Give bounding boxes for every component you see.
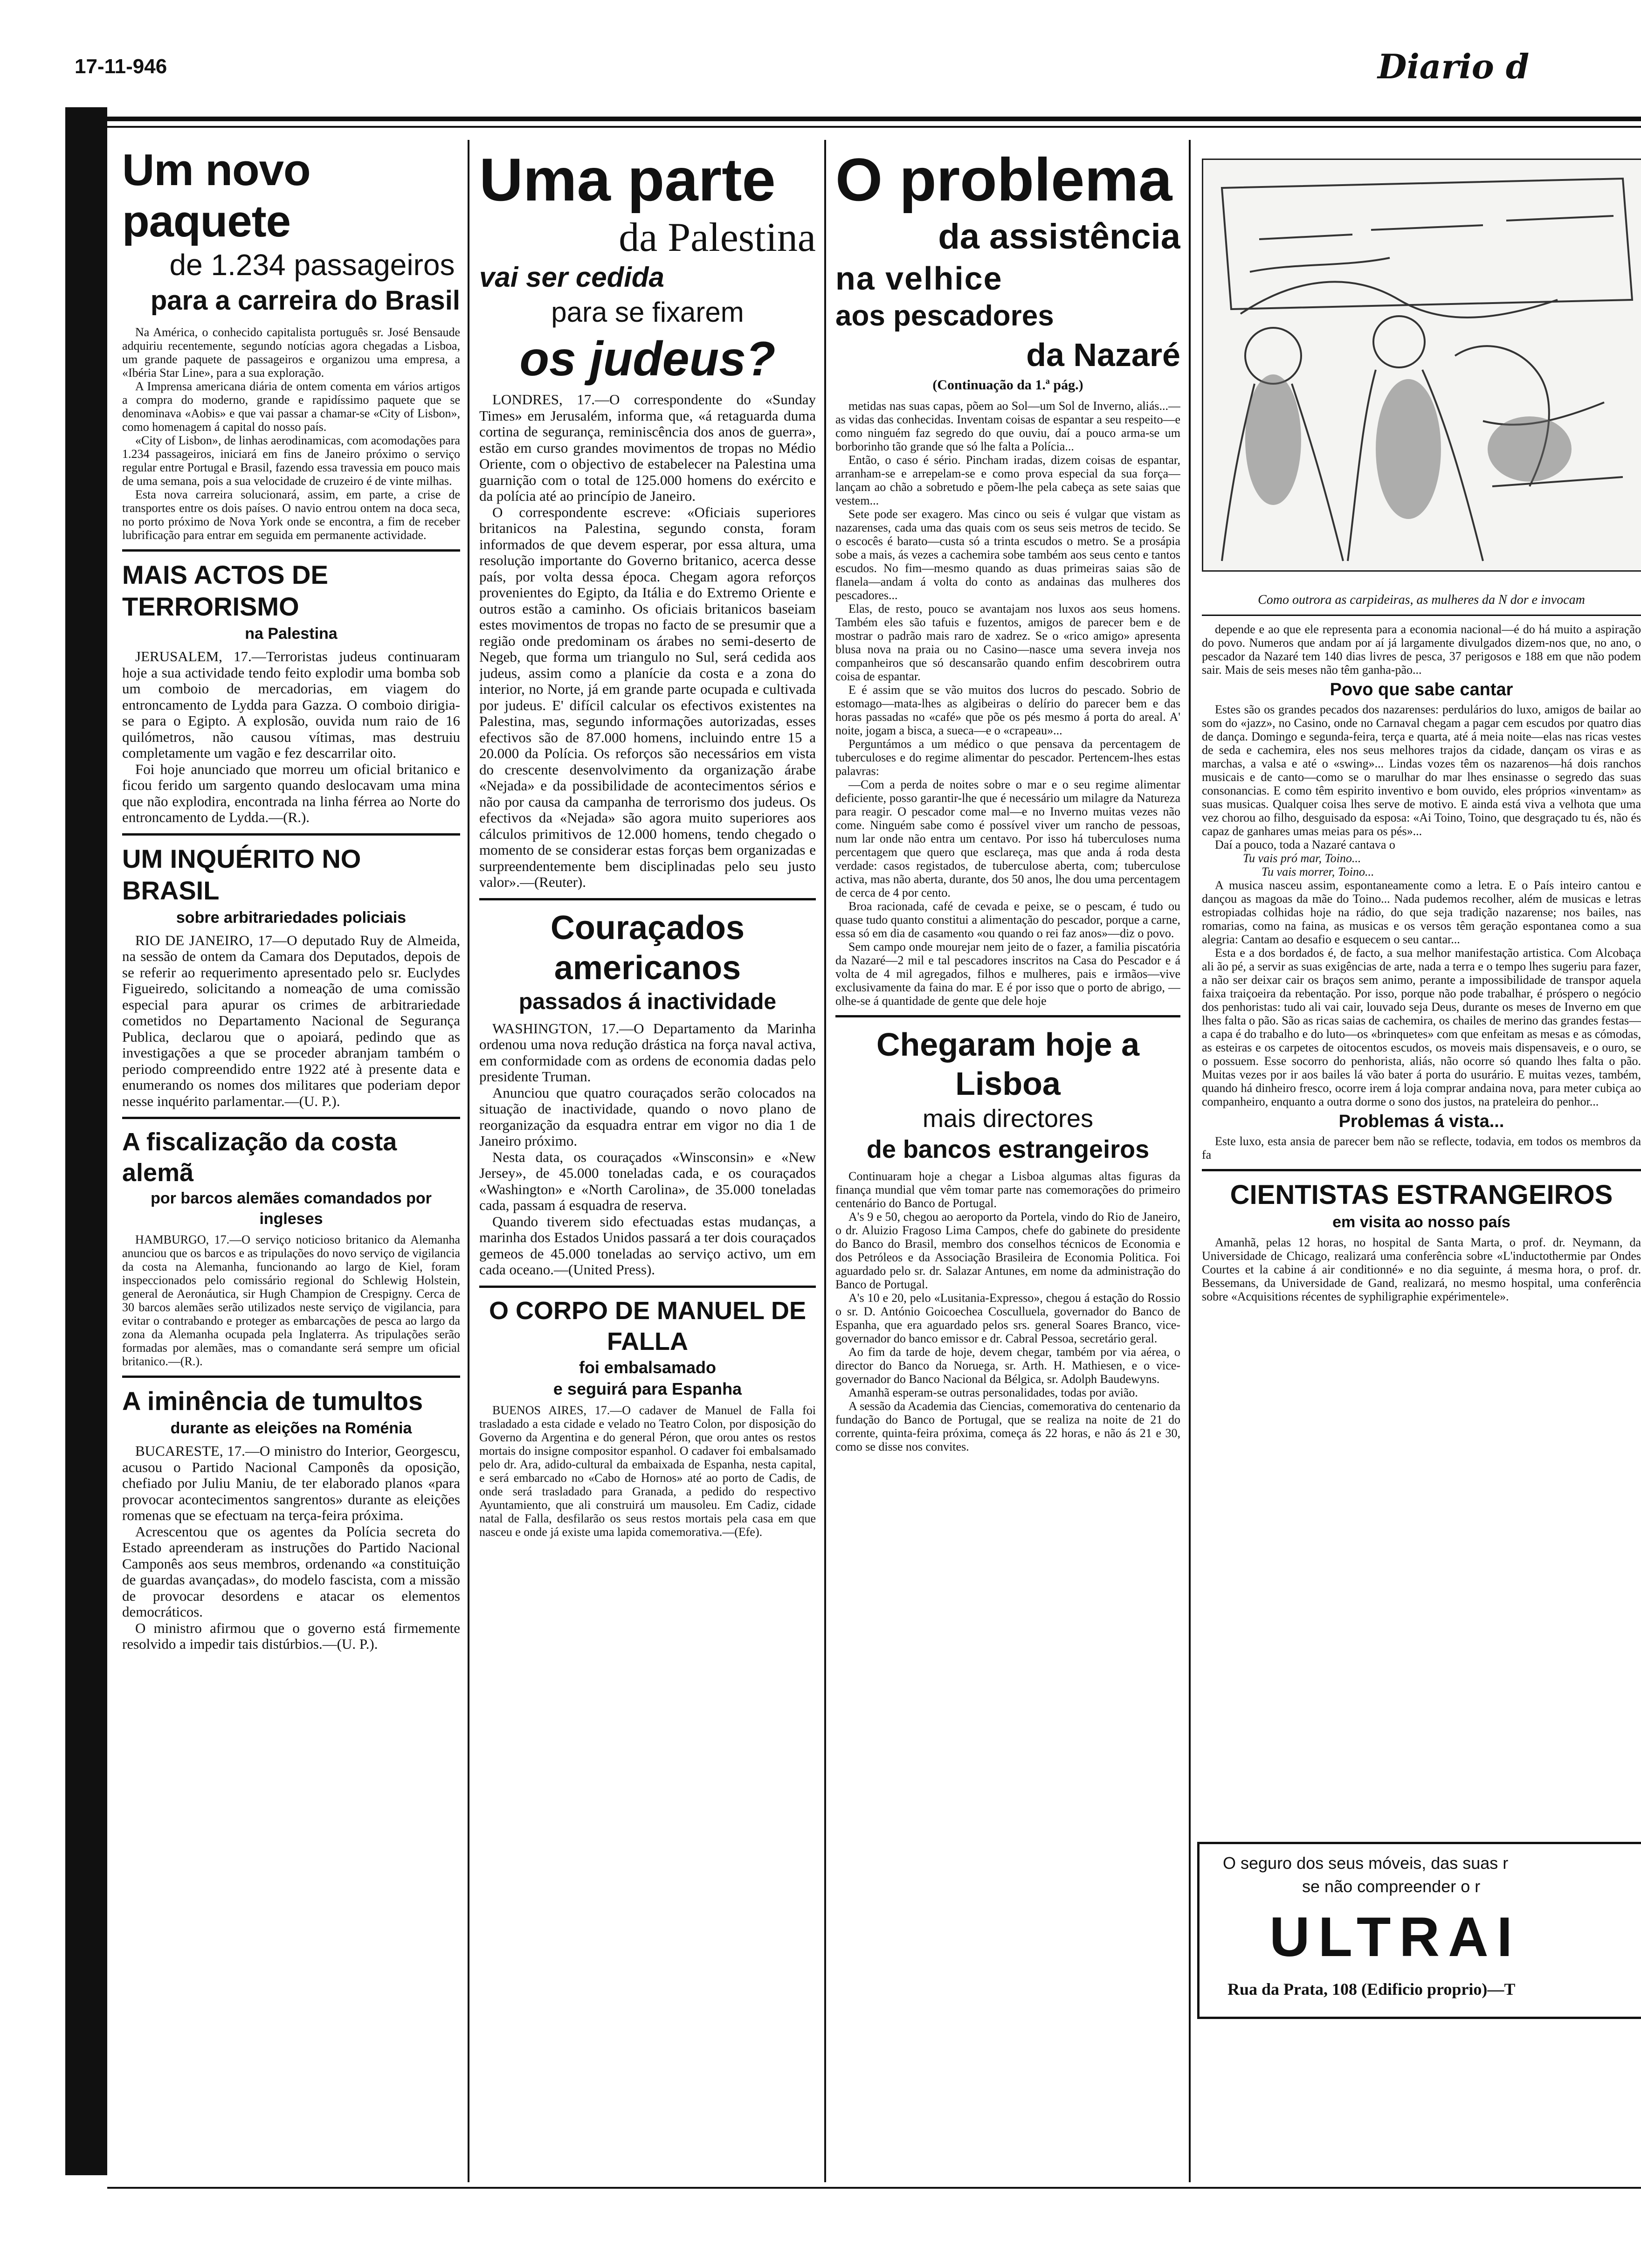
headline-line-5: da Nazaré	[1026, 337, 1180, 373]
article-scientists	[1202, 1179, 1641, 1303]
section-divider	[835, 1015, 1180, 1017]
headline: A fiscalização da costa alemã	[122, 1128, 397, 1187]
continuation-note: (Continuação da 1.ª pág.)	[932, 377, 1083, 393]
headline: MAIS ACTOS DE TERRORISMO	[122, 560, 328, 621]
article-body: RIO DE JANEIRO, 17—O deputado Ruy de Almeida, na sessão de ontem da Camara dos Deputados, depois de se referir ao requerimento apresentado pelo sr. Euclydes Figueiredo, solicitando a nomeação de uma comissão especial para apurar os crimes de arbitrariedade cometidos no Departamento Nacional de Segurança Publica, declarou que o apoiará, pedindo que as investigações a que se proceder abranjam também o periodo compreendido entre 1922 até à presente data e enumerando os nomes dos militares que poderiam depor nesse inquérito parlamentar.—(U. P.).	[122, 932, 460, 1109]
headline: CIENTISTAS ESTRANGEIROS	[1230, 1180, 1613, 1210]
headline: Uma parte	[479, 145, 776, 214]
section-divider	[122, 1376, 460, 1378]
subheadline: mais directores	[922, 1105, 1094, 1133]
article-romania	[122, 1385, 460, 1653]
article-body: Estes são os grandes pecados dos nazarenses: perdulários do luxo, amigos de bailar ao som do «jazz», no Casino, onde no Carnaval chegam a pagar cem escudos por quatro dias de dança. Domingo e segunda-feira, terça e quarta, até á meia noite—elas nas ricas vestes de seda e cachemira, eles nos seus melhores trajos da cidade, dançam os viras e as marchas, a valsa e até o «swing»... Lindas vozes têm os nazarenos—há dois ranchos musicais e de canto—como se o marulhar do mar lhes ensinasse o segredo das suas consonancias. E como têm espirito inventivo e bom ouvido, eles próprios «inventam» as suas musicas. Qualquer coisa lhes serve de motivo. E ainda está viva a velhota que uma vez chorou ao filho, desguisado da esposa: «Ai Toino, Toino, que desgraçado tu és, não és capaz de ganhares umas meias para os pés»... Daí a pouco, toda a Nazaré cantava o Tu vais pró mar, Toino... Tu vais morrer, Toino... A musica nasceu assim, espontaneamente como a letra. E o País inteiro cantou e dançou as magoas da mãe do Toino... Nada pudemos recolher, além de musicas e letras estropiadas colhidas hoje na rádio, do que seja tradição nazarense; nos bailes, nas romarias, como na faina, as musicas e os versos têm geração espontanea como a sua alegria: Cantam ao desafio e esquecem o seu cantar... Esta e a dos bordados é, de facto, a sua melhor manifestação artistica. Com Alcobaça ali ão pé, a servir as suas exigências de arte, nada a terra e o tempo lhes sugeriu para fazer, a não ser deixar cair os braços sem animo, perante a impossibilidade de transpor aquela faixa traiçoeira da rebentação. Por isso, porque não pode trabalhar, é próspero o negócio dos penhoristas: tudo ali vai cair, louvado seja Deus, durante os meses de Inverno em que lhes falta o pão. São as ricas saias de cachemira, os chailes de merino das grandes festas—a capa é do trabalho e do luto—os «brinquetes» com que enfeitam as mesas e as cómodas, as esteiras e os carpetes de oitocentos escudos, os moveis mais dispensaveis, e o ouro, se o possuem. Esse socorro do penhorista, aliás, não ocorre só quando lhes falta o pão. Muitas vezes por ir aos bailes lá vão bater á porta do usurário. E muitas vezes, também, quando há dinheiro fresco, ocorre irem á loja comprar andaina nova, para meter cubiça ao companheiro, enquanto a outra dorme o sono dos justos, na prateleira do penhor...	[1202, 703, 1641, 1108]
article-body: JERUSALEM, 17.—Terroristas judeus continuaram hoje a sua actividade tendo feito explodir uma bomba sob um comboio de mercadorias, em viagem do entroncamento de Lydda para Gazza. O comboio dirigia-se para o Egipto. A explosão, ouvida num raio de 16 quilómetros, não causou vítimas, mas destruiu completamente um vagão e fez descarrilar oito. Foi hoje anunciado que morreu um oficial britanico e ficou ferido um sargento quando deslocavam uma mina que não explodira, encontrada na linha férrea ao Norte do entroncamento de Lydda.—(R.).	[122, 648, 460, 825]
subheadline: de 1.234 passageiros	[169, 248, 455, 282]
article-body: LONDRES, 17.—O correspondente do «Sunday Times» em Jerusalém, informa que, «á retaguarda duma cortina de segurança, reminiscência dos anos de guerra», estão em curso grandes movimentos de tropas no Médio Oriente, com o objectivo de estabelecer na Palestina uma guarnição com o total de 125.000 homens do exército e da polícia até ao princípio de Janeiro. O correspondente escreve: «Oficiais superiores britanicos na Palestina, segundo consta, foram informados de que devem esperar, por essa altura, uma resolução importante do Governo britanico, acerca desse país, por volta dessa época. Chegam agora reforços provenientes do Egipto, da Itália e do Extremo Oriente e outros estão a caminho. Os oficiais britanicos baseiam estes movimentos de tropas no facto de se presumir que a região onde predominam os árabes no semi-deserto de Negeb, que forma um triangulo no Sul, será cedida aos judeus, assim como a planície da costa e a zona do interior, no Norte, já em grande parte ocupada e cultivada por judeus. E' difícil calcular os efectivos existentes na Palestina, mas, segundo informações autorizadas, esses efectivos são de 87.000 homens, incluindo entre 15 a 20.000 da Polícia. Os reforços são necessários em vista do crescente desenvolvimento da organização árabe «Nejada» e da possibilidade de acontecimentos sérios e não por causa da campanha de terrorismo dos judeus. Os efectivos da «Nejada» são agora muito superiores aos cálculos primitivos de 12.000 homens, tendo chegado o momento de se considerar estas forças bem organizadas e surpreendentemente bem disciplinadas pelo seu justo valor».—(Reuter).	[479, 391, 816, 890]
headline-line-2: da Palestina	[619, 215, 816, 260]
advertisement-ultra	[1197, 1842, 1641, 2019]
article-body: Na América, o conhecido capitalista português sr. José Bensaude adquiriu recentemente, segundo notícias agora chegadas a Lisboa, um grande paquete de passageiros e organizou uma empresa, a «Ibéria Star Line», para a sua exploração. A Imprensa americana diária de ontem comenta em vários artigos a compra do moderno, grande e rapidíssimo paquete que se denominava «Aobis» e que vai passar a chamar-se «City of Lisbon», como homenagem á capital do nosso país. «City of Lisbon», de linhas aerodinamicas, com acomodações para 1.234 passageiros, iniciará em fins de Janeiro próximo o serviço regular entre Portugal e Brasil, fazendo essa travessia em pouco mais de uma semana, pois a sua velocidade de cruzeiro é de vinte milhas. Esta nova carreira solucionará, assim, em parte, a crise de transportes entre os dois países. O navio entrou ontem na doca seca, no porto próximo de Nova York onde se encontra, a fim de receber lubrificação para entrar em seguida em permanente actividade.	[122, 325, 460, 542]
article-new-liner	[122, 145, 460, 542]
subheadline: passados á inactividade	[518, 989, 777, 1014]
article-body: BUCARESTE, 17.—O ministro do Interior, Georgescu, acusou o Partido Nacional Camponês da oposição, chefiado por Juliu Maniu, de ter elaborado planos «para provocar acontecimentos sangrentos» durante as eleições romenas que se efectuam na terça-feira próxima. Acrescentou que os agentes da Polícia secreta do Estado apreenderam as instruções do Partido Nacional Camponês aos seus membros, ordenando «a constituição de guardas avançadas», do modelo fascista, com a missão de provocar desordens e atacar os elementos democráticos. O ministro afirmou que o governo está firmemente resolvido a impedir tais distúrbios.—(U. P.).	[122, 1443, 460, 1652]
header-rule-top	[107, 117, 1641, 121]
headline: O problema	[835, 145, 1172, 214]
subsection-heading: Povo que sabe cantar	[1330, 680, 1513, 699]
article-de-falla	[479, 1295, 816, 1539]
subheadline-2: e seguirá para Espanha	[553, 1379, 742, 1398]
headline-line-2: da assistência	[938, 217, 1180, 256]
column-2	[479, 145, 816, 2187]
masthead: Diario d	[1378, 47, 1530, 86]
headline: Chegaram hoje a Lisboa	[876, 1026, 1140, 1102]
subheadline: por barcos alemães comandados por ingleses	[151, 1189, 432, 1228]
section-divider	[122, 833, 460, 836]
article-nazare	[835, 145, 1180, 1008]
issue-date: 17-11-946	[75, 55, 167, 78]
column-divider-2	[824, 140, 826, 2182]
headline: Um novo paquete	[122, 145, 310, 246]
ad-line-1: O seguro dos seus móveis, das suas r	[1223, 1853, 1509, 1873]
section-divider	[479, 898, 816, 900]
headline: O CORPO DE MANUEL DE FALLA	[489, 1296, 807, 1355]
ad-line-2: se não compreender o r	[1302, 1877, 1481, 1896]
subheadline-2: de bancos estrangeiros	[866, 1135, 1150, 1163]
article-bank-directors	[835, 1025, 1180, 1453]
subheadline: sobre arbitrariedades policiais	[176, 908, 407, 927]
subsection-heading: Problemas á vista...	[1338, 1112, 1504, 1131]
sketch-drawing	[1203, 160, 1641, 570]
section-divider	[122, 549, 460, 552]
column-divider-1	[468, 140, 469, 2182]
section-divider	[122, 1117, 460, 1119]
article-terrorism	[122, 559, 460, 826]
article-body: HAMBURGO, 17.—O serviço noticioso britanico da Alemanha anunciou que os barcos e as tripulações do novo serviço de vigilancia da costa na Alemanha, funcionando ao largo de Kiel, foram inspeccionados pelo comissário regional do Schlewig Holstein, general de Aeronáutica, sir Hugh Champion de Crespigny. Cerca de 30 barcos alemães serão utilizados neste serviço de vigilancia, para evitar o contrabando e proteger as embarcações de pesca ao largo da zona da Alemanha ocupada pela Inglaterra. As tripulações serão formadas por alemães, mas o comandante será sempre um oficial britanico.—(R.).	[122, 1233, 460, 1368]
article-body: WASHINGTON, 17.—O Departamento da Marinha ordenou uma nova redução drástica na força naval activa, em conformidade com as ordens de economia dadas pelo presidente Truman. Anunciou que quatro couraçados serão colocados na situação de inactividade, quando o novo plano de reorganização da esquadra entrar em vigor no dia 1 de Janeiro próximo. Nesta data, os couraçados «Winsconsin» e «New Jersey», de 45.000 toneladas cada, e os couraçados «Washington» e «North Carolina», de 35.000 toneladas cada, passam á esquadra de reserva. Quando tiverem sido efectuadas estas mudanças, a marinha dos Estados Unidos passará a ter dois couraçados gemeos de 45.000 toneladas ao serviço activo, um em cada oceano.—(United Press).	[479, 1020, 816, 1278]
header-rule-bottom	[107, 126, 1641, 128]
article-palestine	[479, 145, 816, 891]
headline-line-4: para se fixarem	[551, 297, 744, 328]
headline: UM INQUÉRITO NO BRASIL	[122, 844, 361, 905]
article-brazil-inquiry	[122, 843, 460, 1110]
headline-line-5: os judeus?	[519, 332, 776, 386]
headline-line-3: vai ser cedida	[479, 262, 664, 293]
section-divider	[479, 1286, 816, 1288]
article-body: Amanhã, pelas 12 horas, no hospital de Santa Marta, o prof. dr. Neymann, da Universidade de Chicago, realizará uma conferência sobre «L'inductothermie par Ondes Courtes et la cabine á air conditionné» e no dia seguinte, á mesma hora, o prof. dr. Bessemans, da Universidade de Gand, realizará, no mesmo hospital, uma conferência sobre «Acquisitions récentes de syphiligraphie expérimentele».	[1202, 1236, 1641, 1303]
article-body: Continuaram hoje a chegar a Lisboa algumas altas figuras da finança mundial que vêm tomar parte nas comemorações do primeiro centenário do Banco de Portugal. A's 9 e 50, chegou ao aeroporto da Portela, vindo do Rio de Janeiro, o dr. Aluizio Fragoso Lima Campos, chefe do gabinete do presidente do Banco do Brasil, membro dos conselhos técnicos de Economia e dos Petróleos e da Associação Brasileira de Economia Politica. Foi aguardado pelo sr. dr. Salazar Antunes, em nome da administração do Banco de Portugal. A's 10 e 20, pelo «Lusitania-Expresso», chegou á estação do Rossio o sr. D. António Goicoechea Cosculluela, governador do Banco de Espanha, que era aguardado pelos srs. general Soares Branco, vice-governador do banco emissor e dr. Cabral Pessoa, secretário geral. Ao fim da tarde de hoje, devem chegar, também por via aérea, o director do Banco da Noruega, sr. Arth. H. Mathiesen, e o vice-governador do Banco Nacional da Bélgica, sr. Adolph Baudewyns. Amanhã esperam-se outras personalidades, todas por avião. A sessão da Academia das Ciencias, comemorativa do centenario da fundação do Banco de Portugal, que se realiza na noite de 21 do corrente, quinta-feira próxima, começa ás 22 horas, e não ás 21 e 30, como se disse nos convites.	[835, 1169, 1180, 1453]
article-battleships	[479, 908, 816, 1278]
section-divider	[1202, 1169, 1641, 1171]
subheadline: na Palestina	[245, 625, 338, 643]
article-body: metidas nas suas capas, põem ao Sol—um Sol de Inverno, aliás...—as vidas das conhecidas. Inventam coisas de espantar a seu respeito—e como ninguém faz segredo do que ouviu, daí a pouco arma-se um borborinho tão grande que só lhe falta a Polícia... Então, o caso é sério. Pincham iradas, dizem coisas de espantar, arranham-se e arrepelam-se e como prova especial da sua força—lançam ao chão a sobretudo e põem-lhe pela cabeça as sete saias que vestem... Sete pode ser exagero. Mas cinco ou seis é vulgar que vistam as nazarenses, cada uma das quais com os seus seis metros de tecido. Se o escocês é barato—custa só a trinta escudos o metro. Se a prosápia sobe a mais, ás vezes a cachemira sobe também aos seus cento e tantos escudos. No fim—mesmo quando as duas primeiras saias são de flanela—andam á volta do conto as andainas das mulheres dos pescadores... Elas, de resto, pouco se avantajam nos luxos aos seus homens. Também eles são tafuis e fuzentos, amigos de parecer bem e de mostrar o padrão mais raro de xadrez. Se o «rico amigo» apresenta blusa nova na praia ou no Casino—nasce uma severa inveja nos companheiros que só descansarão quando enfim descobrirem outra coisa de espantar. E é assim que se vão muitos dos lucros do pescado. Sobrio de estomago—mata-lhes as algibeiras o delírio do parecer bem e das horas passadas no «café» que põe os pés mesmo á porta do areal. A' noite, jogam a bisca, a sueca—e o «crapeau»... Perguntámos a um médico o que pensava da percentagem de tuberculoses e do regime alimentar do pescador. Pertencem-lhes estas palavras: —Com a perda de noites sobre o mar e o seu regime alimentar deficiente, posso garantir-lhe que é necessário um milagre da Natureza para reagir. O pescador come mal—e no Inverno muitas vezes não come. Ninguém sabe como é possível viver um rancho de pessoas, num lar onde não entra um centavo. Por isso há tuberculoses numa percentagem que quero que esclareça, mas que anda á roda desta verdade: casos registados, de tuberculose aberta, com; tuberculose activa, mas não aberta, durante, dos 50 anos, lhe dou uma percentagem de cerca de 4 por cento. Broa racionada, café de cevada e peixe, se o pescam, é tudo ou quase tudo quanto constitui a alimentação do pescador, porque a carne, essa só em dia de casamento «ou quando o rei faz anos»—diz o povo. Sem campo onde mourejar nem jeito de o fazer, a familia piscatória da Nazaré—2 mil e tal pescadores inscritos na Casa do Pescador e á volta de 4 mil agregados, filhos e mulheres, pais e irmãos—vive exclusivamente da faina do mar. E é por isso que o porto de abrigo, —olhe-se á quantidade de gente que dele hoje	[835, 399, 1180, 1008]
illustration-nazare-women	[1202, 159, 1641, 572]
illustration-caption: Como outrora as carpideiras, as mulheres da N dor e invocam	[1258, 593, 1585, 607]
caption-rule	[1202, 615, 1641, 616]
article-body: Este luxo, esta ansia de parecer bem não se reflecte, todavia, em todos os membros da fa	[1202, 1134, 1641, 1162]
subheadline: foi embalsamado	[579, 1357, 717, 1377]
headline-line-4: aos pescadores	[835, 300, 1054, 332]
subheadline: em visita ao nosso país	[1332, 1213, 1510, 1231]
ad-brand: ULTRAI	[1269, 1906, 1521, 1968]
column-divider-3	[1189, 140, 1191, 2182]
column-3	[835, 145, 1180, 2187]
headline: Couraçados americanos	[550, 909, 745, 987]
left-margin-bar	[65, 107, 107, 2175]
article-continuation: depende e ao que ele representa para a economia nacional—é do há muito a aspiração do povo. Numeros que andam por aí já largamente divulgados dizem-nos que, no ano, o pescador da Nazaré tem 140 dias livres de pesca, 37 perigosos e 188 em que não podem sair. Mais de seis meses não têm ganha-pão...	[1202, 622, 1641, 677]
headline: A iminência de tumultos	[122, 1386, 423, 1416]
article-german-coast	[122, 1127, 460, 1368]
ad-address: Rua da Prata, 108 (Edificio proprio)—T	[1227, 1980, 1516, 1998]
footer-rule	[107, 2187, 1641, 2189]
column-1	[122, 145, 460, 2187]
deck: para a carreira do Brasil	[150, 285, 460, 316]
headline-line-3: na velhice	[835, 260, 1003, 297]
article-body: BUENOS AIRES, 17.—O cadaver de Manuel de Falla foi trasladado a esta cidade e velado no Teatro Colon, por disposição do Governo da Argentina e do general Péron, que orou antes os restos mortais do insigne compositor espanhol. O cadaver foi embalsamado pelo dr. Ara, adido-cultural da embaixada de Espanha, nesta capital, e será embarcado no «Cabo de Hornos» até ao porto de Cadis, de onde será trasladado para Granada, a pedido do respectivo Ayuntamiento, que ali construirá um mausoleu. Em Cadiz, cidade natal de Falla, desfilarão os seus restos mortais pela casa em que nasceu e onde já existe uma lapida comemorativa.—(Efe).	[479, 1403, 816, 1539]
subheadline: durante as eleições na Roménia	[170, 1419, 412, 1437]
